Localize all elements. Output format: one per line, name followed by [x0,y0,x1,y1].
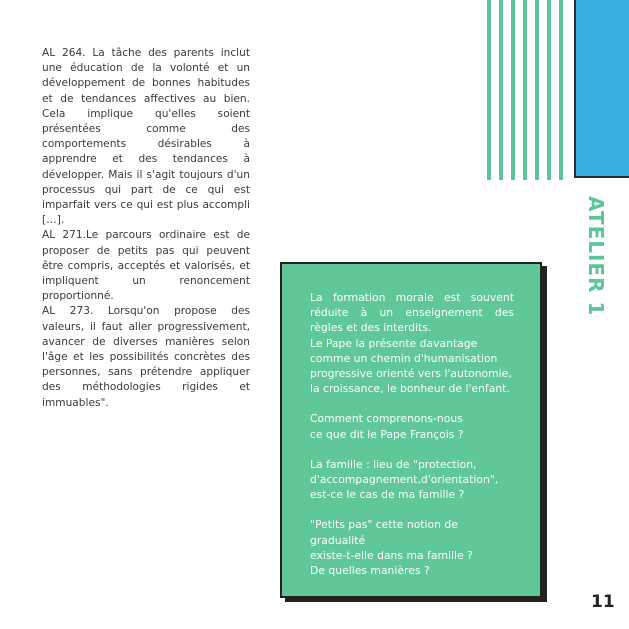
stripe [535,0,539,180]
blue-corner-block [574,0,629,178]
page-number: 11 [591,592,615,612]
stripe [499,0,503,180]
question-3-line-2: existe-t-elle dans ma famille ? [310,548,473,562]
question-2-line-2: d'accompagnement,d'orientation", [310,473,499,487]
paragraph-al-273: AL 273. Lorsqu'on propose des valeurs, il faut aller progressivement, avancer de diverses manières selon l'âge et les possibilités concrètes des personnes, sans prétendre appliquer des méthodologies rigides et immuables". [42,305,250,409]
box-intro-1: La formation morale est souvent réduite à un enseignement des règles et des interdits. [310,291,514,335]
paragraph-al-264: AL 264. La tâche des parents inclut une éducation de la volonté et un développement de bonnes habitudes et de tendances affectives au bien. Cela implique qu'elles soient présentées comme des comportements désirables à apprendre et des tendances à développer. Mais il s'agit toujours d'un processus qui part de ce qui est imparfait vers ce qui est plus accompli […]. [42,47,250,227]
stripe [487,0,491,180]
question-2-line-3: est-ce le cas de ma famille ? [310,488,465,502]
stripe [511,0,515,180]
stripe [523,0,527,180]
box-intro-2: Le Pape la présente davantage comme un chemin d'humanisation progressive orienté vers l'autonomie, la croissance, le bonheur de l'enfant. [310,336,512,396]
question-3-line-3: De quelles manières ? [310,564,430,578]
question-2-line-1: La famille : lieu de "protection, [310,457,477,471]
atelier-label: ATELIER 1 [584,196,608,317]
stripe [559,0,563,180]
question-1-line-1: Comment comprenons-nous [310,412,463,426]
stripe [547,0,551,180]
question-1-line-2: ce que dit le Pape François ? [310,427,464,441]
question-3-line-1: "Petits pas" cette notion de gradualité [310,518,458,547]
paragraph-al-271: AL 271.Le parcours ordinaire est de proposer de petits pas qui peuvent être compris, acceptés et valorisés, et impliquent un renoncement proportionné. [42,229,250,303]
left-text-column [42,46,250,411]
reflection-box [280,262,542,598]
